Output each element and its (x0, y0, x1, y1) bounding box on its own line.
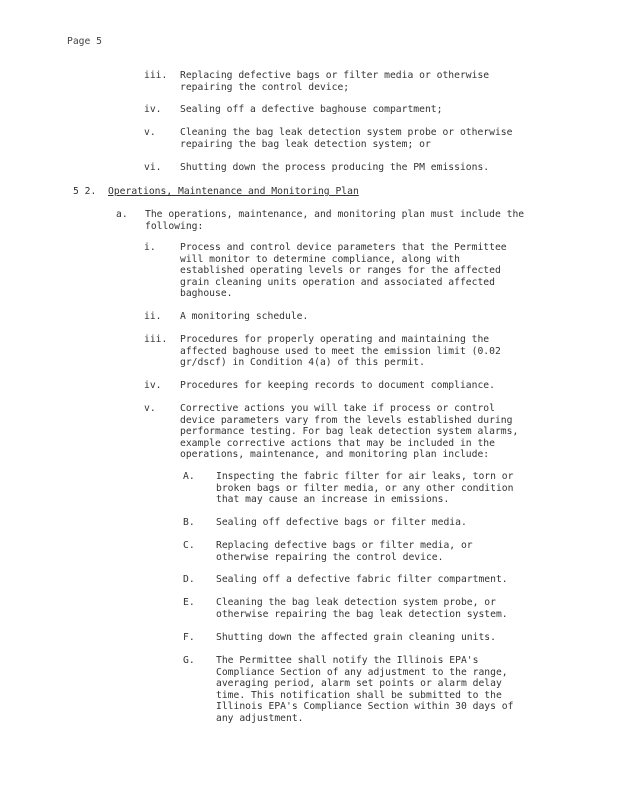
item-text: Replacing defective bags or filter media or otherwise repairing the control device; (180, 70, 490, 93)
list-item (144, 162, 489, 174)
item-text: Sealing off a defective fabric filter compartment. (216, 574, 508, 585)
item-text: Procedures for properly operating and maintaining the affected baghouse used to meet the emission limit (0.02 gr/dscf) in Condition 4(a) of this permit. (180, 334, 501, 368)
list-item (183, 597, 508, 620)
section-heading (73, 186, 359, 198)
item-text: Corrective actions you will take if process or control device parameters vary from the levels established during performance testing. For bag leak detection system alarms, example corrective actions that may be included in the operations, maintenance, and monitoring plan include: (180, 403, 519, 460)
item-number: iii. (144, 70, 168, 81)
list-item (144, 70, 489, 93)
item-number: D. (183, 574, 195, 585)
item-number: vi. (144, 162, 162, 173)
item-text: A monitoring schedule. (180, 311, 309, 322)
item-text: Procedures for keeping records to document compliance. (180, 380, 495, 391)
item-text: Replacing defective bags or filter media, or otherwise repairing the control device. (216, 540, 473, 563)
list-item (183, 517, 467, 529)
list-item (183, 655, 513, 724)
list-item (183, 540, 473, 563)
item-text: Sealing off defective bags or filter media. (216, 517, 467, 528)
list-item (144, 380, 495, 392)
list-item (183, 632, 496, 644)
item-text: Sealing off a defective baghouse compartment; (180, 104, 443, 115)
item-text: Cleaning the bag leak detection system probe, or otherwise repairing the bag leak detection system. (216, 597, 508, 620)
list-item (144, 311, 308, 323)
item-text: Cleaning the bag leak detection system probe or otherwise repairing the bag leak detection system; or (180, 127, 513, 150)
item-number: iv. (144, 104, 162, 115)
page-number: Page 5 (67, 36, 102, 47)
item-text: Inspecting the fabric filter for air leaks, torn or broken bags or filter media, or any other condition that may cause an increase in emissions. (216, 471, 514, 505)
item-number: iii. (144, 334, 168, 345)
item-text: Process and control device parameters that the Permittee will monitor to determine compliance, along with established operating levels or ranges for the affected grain cleaning units operation and associated affected baghouse. (180, 242, 507, 299)
item-text: The operations, maintenance, and monitoring plan must include the following: (145, 209, 525, 232)
list-item (144, 403, 518, 461)
item-number: i. (144, 242, 156, 253)
item-text: Shutting down the process producing the PM emissions. (180, 162, 490, 173)
item-number: iv. (144, 380, 162, 391)
list-item (144, 104, 442, 116)
item-number: B. (183, 517, 195, 528)
list-item (116, 209, 524, 232)
item-number: v. (144, 127, 156, 138)
item-number: v. (144, 403, 156, 414)
item-number: ii. (144, 311, 162, 322)
list-item (183, 471, 513, 506)
section-title: Operations, Maintenance and Monitoring Plan (108, 186, 359, 197)
list-item (144, 334, 501, 369)
item-number: F. (183, 632, 195, 643)
item-number: a. (116, 209, 128, 220)
item-number: A. (183, 471, 195, 482)
section-number: 5 2. (73, 186, 97, 197)
item-number: C. (183, 540, 195, 551)
list-item (183, 574, 508, 586)
item-text: The Permittee shall notify the Illinois EPA's Compliance Section of any adjustment to the range, averaging period, alarm set points or alarm delay time. This notification shall be submitted to the Illinois EPA's Compliance Section within 30 days of any adjustment. (216, 655, 514, 724)
item-text: Shutting down the affected grain cleaning units. (216, 632, 496, 643)
item-number: E. (183, 597, 195, 608)
list-item (144, 242, 507, 300)
list-item (144, 127, 512, 150)
item-number: G. (183, 655, 195, 666)
